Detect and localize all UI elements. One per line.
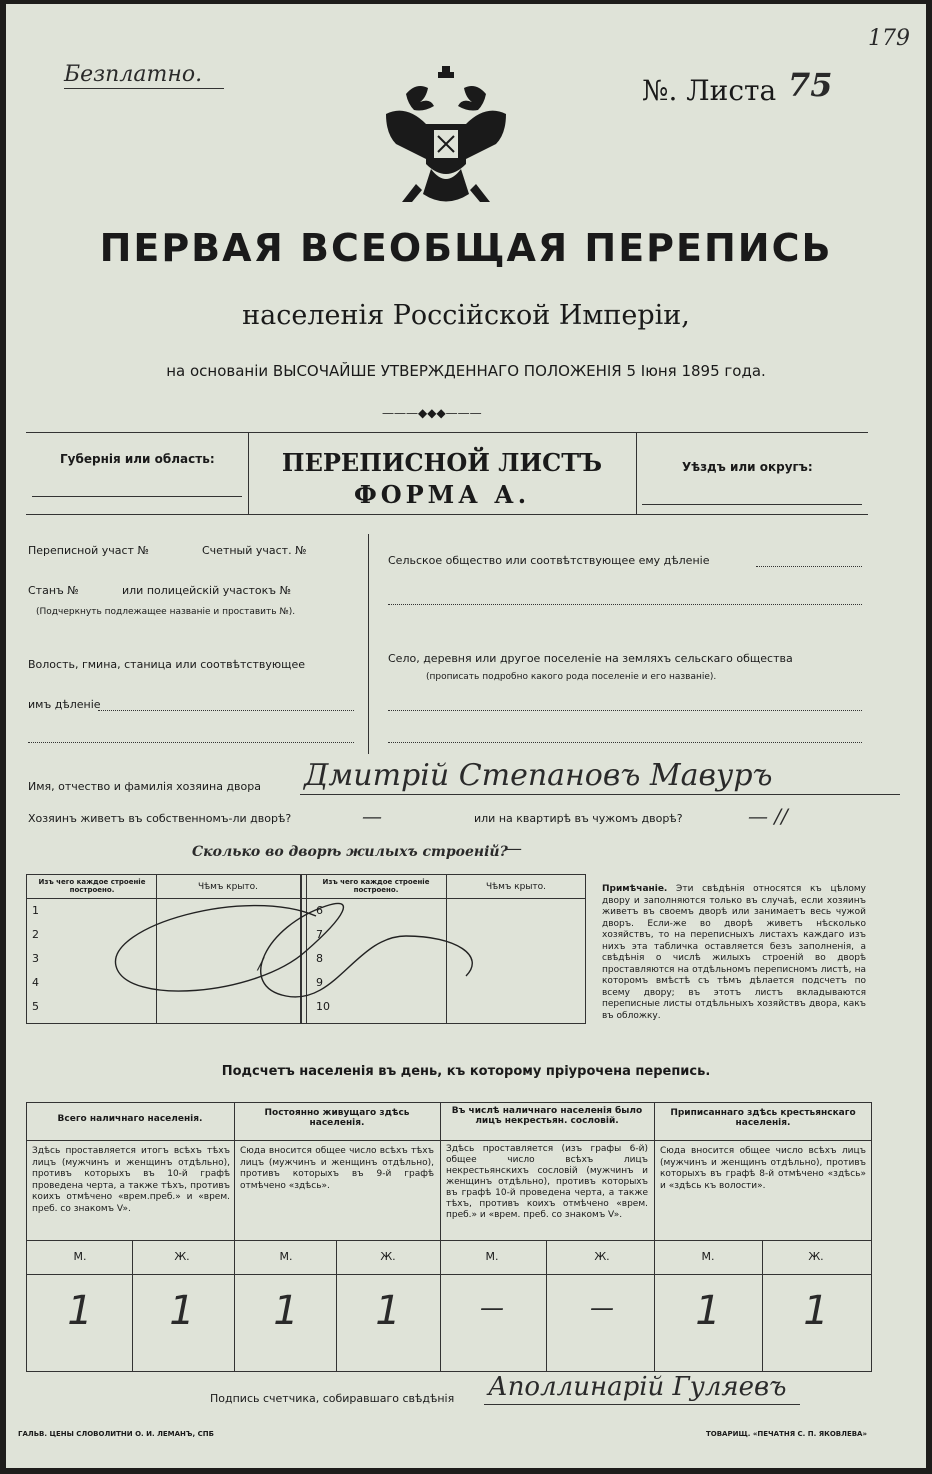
col3-m-value: — <box>480 1294 504 1322</box>
buildings-question: Сколько во дворѣ жилыхъ строеній? <box>192 844 508 860</box>
form-title: ПЕРЕПИСНОЙ ЛИСТЪ <box>281 448 603 477</box>
row-number: 8 <box>316 952 323 965</box>
col3-f-label: Ж. <box>594 1250 610 1263</box>
row-number: 10 <box>316 1000 330 1013</box>
ornament-divider: ———◆◆◆——— <box>382 406 482 420</box>
signature-label: Подпись счетчика, собиравшаго свѣдѣнія <box>210 1392 455 1405</box>
row-number: 3 <box>32 952 39 965</box>
row-number: 4 <box>32 976 39 989</box>
col3-desc: Здѣсь проставляется (изъ графы 6-й) общее число всѣхъ лицъ некрестьянскихъ сословій (мужчинъ и женщинъ отдѣльно), противъ которыхъ въ графѣ 10-й проведена черта, а также тѣхъ, противъ коихъ отмѣчено «врем. преб.» и «врем. преб. со знакомъ V». <box>446 1144 648 1220</box>
col1-m-value: 1 <box>67 1288 93 1334</box>
census-sheet <box>6 4 926 1468</box>
row-number: 5 <box>32 1000 39 1013</box>
row-number: 7 <box>316 928 323 941</box>
col2-m-value: 1 <box>273 1288 299 1334</box>
col4-head: Приписаннаго здѣсь крестьянскаго населенія. <box>670 1108 856 1128</box>
col1-head: Всего наличнаго населенія. <box>57 1114 203 1124</box>
col2-f-value: 1 <box>375 1288 401 1334</box>
col2-head: Постоянно живущаго здѣсь населенія. <box>264 1108 410 1128</box>
stan-label: Станъ № <box>28 584 79 597</box>
page-subtitle: населенія Россійской Имперіи, <box>242 300 690 331</box>
delenie-label: имъ дѣленіе <box>28 698 101 711</box>
legal-basis: на основаніи ВЫСОЧАЙШЕ УТВЕРЖДЕННАГО ПОЛОЖЕНІЯ 5 Іюня 1895 года. <box>166 362 766 380</box>
printer-right: ТОВАРИЩ. «ПЕЧАТНЯ С. П. ЯКОВЛЕВА» <box>706 1430 867 1438</box>
page-title: ПЕРВАЯ ВСЕОБЩАЯ ПЕРЕПИСЬ <box>99 226 833 270</box>
col3-head: Въ числѣ наличнаго населенія было лицъ некрестьян. сословій. <box>451 1106 643 1126</box>
village-label: Село, деревня или другое поселеніе на земляхъ сельскаго общества <box>388 652 793 665</box>
buildings-mark: / <box>258 954 264 973</box>
uchastok-label: Переписной участ № <box>28 544 149 557</box>
printer-left: ГАЛЬВ. ЦЕНЫ СЛОВОЛИТНИ О. И. ЛЕМАНЪ, СПБ <box>18 1430 214 1438</box>
volost-label: Волость, гмина, станица или соотвѣтствующее <box>28 658 306 671</box>
form-subtitle: ФОРМА А. <box>353 480 531 509</box>
owner-name: Дмитрій Степановъ Мавуръ <box>304 758 773 793</box>
archive-number: 179 <box>868 26 910 51</box>
col4-f-value: 1 <box>803 1288 829 1334</box>
society-label: Сельское общество или соотвѣтствующее ему дѣленіе <box>388 554 710 567</box>
schetny-label: Счетный участ. № <box>202 544 307 557</box>
free-label: Безплатно. <box>64 62 203 87</box>
col4-m-label: М. <box>701 1250 715 1263</box>
col-built-left: Изъ чего каждое строеніе построено. <box>38 878 146 894</box>
col1-f-value: 1 <box>169 1288 195 1334</box>
double-headed-eagle-icon <box>376 64 516 214</box>
underline-note: (Подчеркнуть подлежащее названіе и проставить №). <box>36 607 296 617</box>
count-heading: Подсчетъ населенія въ день, къ которому пріурочена перепись. <box>221 1064 711 1079</box>
sheet-number-value: 75 <box>788 66 833 104</box>
row-number: 1 <box>32 904 39 917</box>
row-number: 9 <box>316 976 323 989</box>
col4-f-label: Ж. <box>808 1250 824 1263</box>
rented-answer: — // <box>748 804 788 828</box>
buildings-answer: — <box>504 838 522 859</box>
own-yard-label: Хозяинъ живетъ въ собственномъ-ли дворѣ? <box>28 812 292 825</box>
note-text: Эти свѣдѣнія относятся къ цѣлому двору и заполняются только въ случаѣ, если хозяинъ живетъ въ своемъ дворѣ или занимаетъ весь чужой дворъ. Если-же во дворѣ живетъ нѣсколько хозяйствъ, то на переписныхъ листахъ каждаго изъ нихъ эта табличка оставляется безъ заполненія, а свѣдѣнія о числѣ жилыхъ строеній во дворѣ проставляются на отдѣльномъ переписномъ листѣ, на которомъ вмѣстѣ съ тѣмъ дѣлается подсчетъ по всему двору; въ этотъ листъ вкладываются переписные листы отдѣльныхъ хозяйствъ двора, какъ въ обложку. <box>602 884 866 1021</box>
own-yard-answer: — <box>362 804 382 828</box>
col-roof-right: Чѣмъ крыто. <box>485 882 547 892</box>
note-block <box>602 884 866 1022</box>
rented-label: или на квартирѣ въ чужомъ дворѣ? <box>474 812 683 825</box>
counter-signature: Аполлинарій Гуляевъ <box>488 1372 787 1402</box>
uezd-label: Уѣздъ или округъ: <box>682 460 813 474</box>
row-number: 6 <box>316 904 323 917</box>
col2-m-label: М. <box>279 1250 293 1263</box>
col4-m-value: 1 <box>695 1288 721 1334</box>
col-built-right: Изъ чего каждое строеніе построено. <box>322 878 430 894</box>
col1-desc: Здѣсь проставляется итогъ всѣхъ тѣхъ лицъ (мужчинъ и женщинъ отдѣльно), противъ которыхъ въ 10-й графѣ проведена черта, а также тѣхъ, противъ коихъ отмѣчено «врем.преб.» и «врем. преб. со знакомъ V». <box>32 1146 230 1214</box>
owner-label: Имя, отчество и фамилія хозяина двора <box>28 780 261 793</box>
strike-through-scribble <box>106 896 496 1006</box>
gubernia-label: Губернія или область: <box>60 452 215 466</box>
col-roof-left: Чѣмъ крыто. <box>197 882 259 892</box>
col2-f-label: Ж. <box>380 1250 396 1263</box>
col3-f-value: — <box>590 1294 614 1322</box>
col4-desc: Сюда вносится общее число всѣхъ лицъ (мужчинъ и женщинъ отдѣльно), противъ которыхъ въ графѣ 8-й отмѣчено «здѣсь» и «здѣсь къ волости». <box>660 1146 866 1191</box>
sheet-number-label: №. Листа <box>642 74 777 107</box>
col1-f-label: Ж. <box>174 1250 190 1263</box>
col2-desc: Сюда вносится общее число всѣхъ тѣхъ лицъ (мужчинъ и женщинъ отдѣльно), противъ которыхъ въ 9-й графѣ отмѣчено «здѣсь». <box>240 1146 434 1191</box>
col3-m-label: М. <box>485 1250 499 1263</box>
note-title: Примѣчаніе. <box>602 884 668 894</box>
col1-m-label: М. <box>73 1250 87 1263</box>
row-number: 2 <box>32 928 39 941</box>
village-note: (прописать подробно какого рода поселеніе и его названіе). <box>426 672 717 682</box>
police-label: или полицейскій участокъ № <box>122 584 292 597</box>
